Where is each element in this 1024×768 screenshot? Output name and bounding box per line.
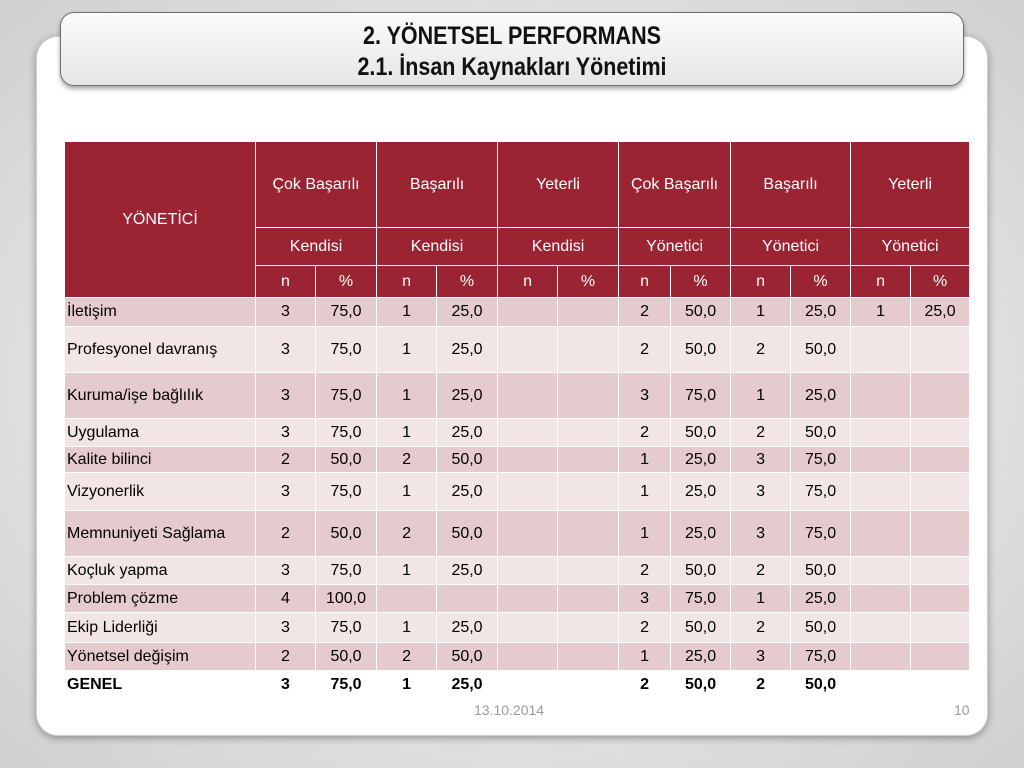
cell-n: 1 (619, 643, 671, 671)
cell-n: 2 (619, 298, 671, 327)
sub-header-n: n (377, 266, 437, 298)
cell-n (498, 585, 558, 613)
row-label: Ekip Liderliği (65, 613, 256, 643)
cell-n: 2 (731, 613, 791, 643)
cell-percent: 25,0 (671, 473, 731, 511)
sub-header-n: n (256, 266, 316, 298)
cell-n (851, 585, 911, 613)
cell-percent (911, 671, 970, 700)
cell-percent (558, 419, 619, 447)
cell-n: 1 (619, 447, 671, 473)
footer-page-number: 10 (954, 702, 970, 718)
sub-header-percent: % (791, 266, 851, 298)
cell-percent: 75,0 (316, 298, 377, 327)
table-row (65, 511, 970, 557)
table-body (65, 298, 970, 700)
group-rating-header: Çok Başarılı (619, 142, 731, 228)
row-label: Memnuniyeti Sağlama (65, 511, 256, 557)
cell-n: 3 (256, 419, 316, 447)
cell-n: 1 (377, 557, 437, 585)
cell-percent: 25,0 (437, 419, 498, 447)
cell-n: 1 (377, 419, 437, 447)
cell-n: 3 (619, 585, 671, 613)
cell-percent (911, 511, 970, 557)
row-label: Problem çözme (65, 585, 256, 613)
cell-percent: 25,0 (671, 447, 731, 473)
sub-header-n: n (498, 266, 558, 298)
cell-percent: 25,0 (437, 671, 498, 700)
cell-n (498, 447, 558, 473)
cell-n (498, 298, 558, 327)
cell-percent: 25,0 (437, 613, 498, 643)
cell-percent: 75,0 (671, 373, 731, 419)
cell-n: 2 (256, 643, 316, 671)
cell-n: 1 (619, 473, 671, 511)
cell-n: 3 (731, 511, 791, 557)
table-row (65, 327, 970, 373)
cell-n (498, 613, 558, 643)
cell-percent (558, 327, 619, 373)
cell-percent: 25,0 (671, 643, 731, 671)
cell-n: 3 (256, 557, 316, 585)
group-rater-header: Kendisi (498, 228, 619, 266)
cell-n: 2 (377, 643, 437, 671)
cell-n: 1 (851, 298, 911, 327)
sub-header-percent: % (437, 266, 498, 298)
cell-n: 2 (256, 511, 316, 557)
cell-percent: 25,0 (911, 298, 970, 327)
cell-percent: 75,0 (791, 511, 851, 557)
row-label: Kalite bilinci (65, 447, 256, 473)
cell-percent (558, 557, 619, 585)
cell-percent (911, 643, 970, 671)
cell-percent: 75,0 (316, 373, 377, 419)
cell-percent (558, 511, 619, 557)
row-label: Kuruma/işe bağlılık (65, 373, 256, 419)
cell-percent (911, 585, 970, 613)
cell-n: 1 (731, 585, 791, 613)
cell-n: 2 (731, 671, 791, 700)
cell-n (498, 511, 558, 557)
cell-percent: 50,0 (671, 613, 731, 643)
table-row (65, 298, 970, 327)
cell-n (498, 557, 558, 585)
cell-n: 1 (377, 671, 437, 700)
cell-percent (558, 671, 619, 700)
row-label: Yönetsel değişim (65, 643, 256, 671)
cell-percent: 50,0 (791, 327, 851, 373)
cell-n (498, 327, 558, 373)
cell-n: 3 (256, 327, 316, 373)
cell-n (851, 419, 911, 447)
sub-header-percent: % (911, 266, 970, 298)
table-row (65, 373, 970, 419)
footer-date: 13.10.2014 (474, 702, 545, 718)
cell-percent: 75,0 (791, 473, 851, 511)
cell-n: 3 (731, 643, 791, 671)
cell-percent (558, 585, 619, 613)
sub-header-n: n (851, 266, 911, 298)
cell-percent: 75,0 (791, 447, 851, 473)
group-rater-header: Yönetici (619, 228, 731, 266)
cell-n (851, 557, 911, 585)
group-rating-header: Başarılı (377, 142, 498, 228)
cell-percent: 50,0 (316, 643, 377, 671)
cell-percent: 25,0 (791, 585, 851, 613)
group-rating-header: Yeterli (498, 142, 619, 228)
cell-percent: 75,0 (316, 613, 377, 643)
cell-n: 1 (377, 298, 437, 327)
sub-header-n: n (731, 266, 791, 298)
cell-percent: 75,0 (316, 419, 377, 447)
cell-percent: 50,0 (316, 447, 377, 473)
row-label: Vizyonerlik (65, 473, 256, 511)
table-row (65, 585, 970, 613)
cell-n: 2 (619, 613, 671, 643)
cell-percent (558, 447, 619, 473)
cell-n: 3 (256, 613, 316, 643)
group-rater-header: Yönetici (851, 228, 970, 266)
cell-percent: 25,0 (437, 327, 498, 373)
group-rater-header: Yönetici (731, 228, 851, 266)
cell-percent: 50,0 (671, 298, 731, 327)
cell-percent (911, 447, 970, 473)
cell-percent (558, 298, 619, 327)
row-label: Profesyonel davranış (65, 327, 256, 373)
group-rating-header: Çok Başarılı (256, 142, 377, 228)
cell-n: 3 (256, 473, 316, 511)
table-row (65, 643, 970, 671)
cell-percent: 25,0 (437, 373, 498, 419)
cell-percent: 50,0 (437, 643, 498, 671)
cell-n: 2 (619, 419, 671, 447)
table-row (65, 613, 970, 643)
cell-percent: 50,0 (437, 511, 498, 557)
corner-header: YÖNETİCİ (65, 142, 256, 298)
cell-n: 2 (377, 447, 437, 473)
cell-percent (911, 613, 970, 643)
cell-n: 1 (731, 298, 791, 327)
slide-title-box (60, 12, 964, 86)
cell-percent: 50,0 (791, 613, 851, 643)
cell-n: 4 (256, 585, 316, 613)
cell-n (377, 585, 437, 613)
cell-percent (558, 473, 619, 511)
table-row (65, 447, 970, 473)
cell-n: 1 (619, 511, 671, 557)
cell-percent: 75,0 (316, 473, 377, 511)
cell-percent (911, 473, 970, 511)
cell-n (851, 373, 911, 419)
sub-header-percent: % (558, 266, 619, 298)
cell-percent: 50,0 (791, 671, 851, 700)
cell-percent: 25,0 (437, 298, 498, 327)
group-rating-header: Yeterli (851, 142, 970, 228)
cell-n (498, 643, 558, 671)
cell-n: 3 (731, 447, 791, 473)
cell-n: 2 (619, 557, 671, 585)
cell-n (498, 419, 558, 447)
cell-percent: 75,0 (791, 643, 851, 671)
cell-n (851, 327, 911, 373)
cell-n: 2 (619, 327, 671, 373)
group-rater-header: Kendisi (256, 228, 377, 266)
row-label: Koçluk yapma (65, 557, 256, 585)
cell-n: 3 (256, 671, 316, 700)
cell-n: 2 (731, 419, 791, 447)
cell-percent: 50,0 (791, 419, 851, 447)
cell-n (851, 447, 911, 473)
row-label: İletişim (65, 298, 256, 327)
cell-percent: 50,0 (671, 557, 731, 585)
cell-percent: 25,0 (437, 473, 498, 511)
cell-n (498, 373, 558, 419)
slide-subtitle: 2.1. İnsan Kaynakları Yönetimi (357, 53, 667, 81)
cell-percent (558, 643, 619, 671)
group-rater-header: Kendisi (377, 228, 498, 266)
slide-title: 2. YÖNETSEL PERFORMANS (363, 22, 661, 50)
cell-n: 2 (731, 557, 791, 585)
cell-percent: 50,0 (437, 447, 498, 473)
cell-n: 2 (619, 671, 671, 700)
row-label: Uygulama (65, 419, 256, 447)
cell-percent: 25,0 (791, 298, 851, 327)
table-row (65, 557, 970, 585)
cell-n: 2 (731, 327, 791, 373)
cell-percent: 50,0 (671, 419, 731, 447)
cell-n: 2 (256, 447, 316, 473)
table-row (65, 419, 970, 447)
sub-header-n: n (619, 266, 671, 298)
table-row (65, 671, 970, 700)
cell-n: 3 (619, 373, 671, 419)
cell-percent: 100,0 (316, 585, 377, 613)
cell-percent (911, 557, 970, 585)
sub-header-percent: % (316, 266, 377, 298)
cell-percent: 25,0 (671, 511, 731, 557)
cell-percent (911, 327, 970, 373)
cell-percent: 50,0 (316, 511, 377, 557)
cell-n: 1 (377, 473, 437, 511)
cell-percent: 50,0 (791, 557, 851, 585)
cell-n (851, 671, 911, 700)
cell-n (851, 511, 911, 557)
cell-percent: 25,0 (437, 557, 498, 585)
cell-percent (911, 419, 970, 447)
cell-percent: 75,0 (671, 585, 731, 613)
cell-percent (437, 585, 498, 613)
group-rating-header: Başarılı (731, 142, 851, 228)
cell-n (851, 643, 911, 671)
cell-n: 1 (731, 373, 791, 419)
cell-percent: 75,0 (316, 671, 377, 700)
cell-n: 1 (377, 613, 437, 643)
cell-percent (911, 373, 970, 419)
cell-n (498, 473, 558, 511)
cell-percent (558, 613, 619, 643)
table-row (65, 473, 970, 511)
cell-n: 1 (377, 373, 437, 419)
cell-n (851, 473, 911, 511)
cell-percent: 25,0 (791, 373, 851, 419)
cell-n: 3 (731, 473, 791, 511)
cell-percent: 50,0 (671, 327, 731, 373)
cell-n: 3 (256, 373, 316, 419)
cell-percent: 75,0 (316, 557, 377, 585)
cell-percent (558, 373, 619, 419)
cell-n (851, 613, 911, 643)
cell-n: 1 (377, 327, 437, 373)
cell-n: 3 (256, 298, 316, 327)
row-label: GENEL (65, 671, 256, 700)
cell-n (498, 671, 558, 700)
sub-header-percent: % (671, 266, 731, 298)
cell-percent: 75,0 (316, 327, 377, 373)
cell-percent: 50,0 (671, 671, 731, 700)
performance-table (64, 141, 970, 700)
cell-n: 2 (377, 511, 437, 557)
